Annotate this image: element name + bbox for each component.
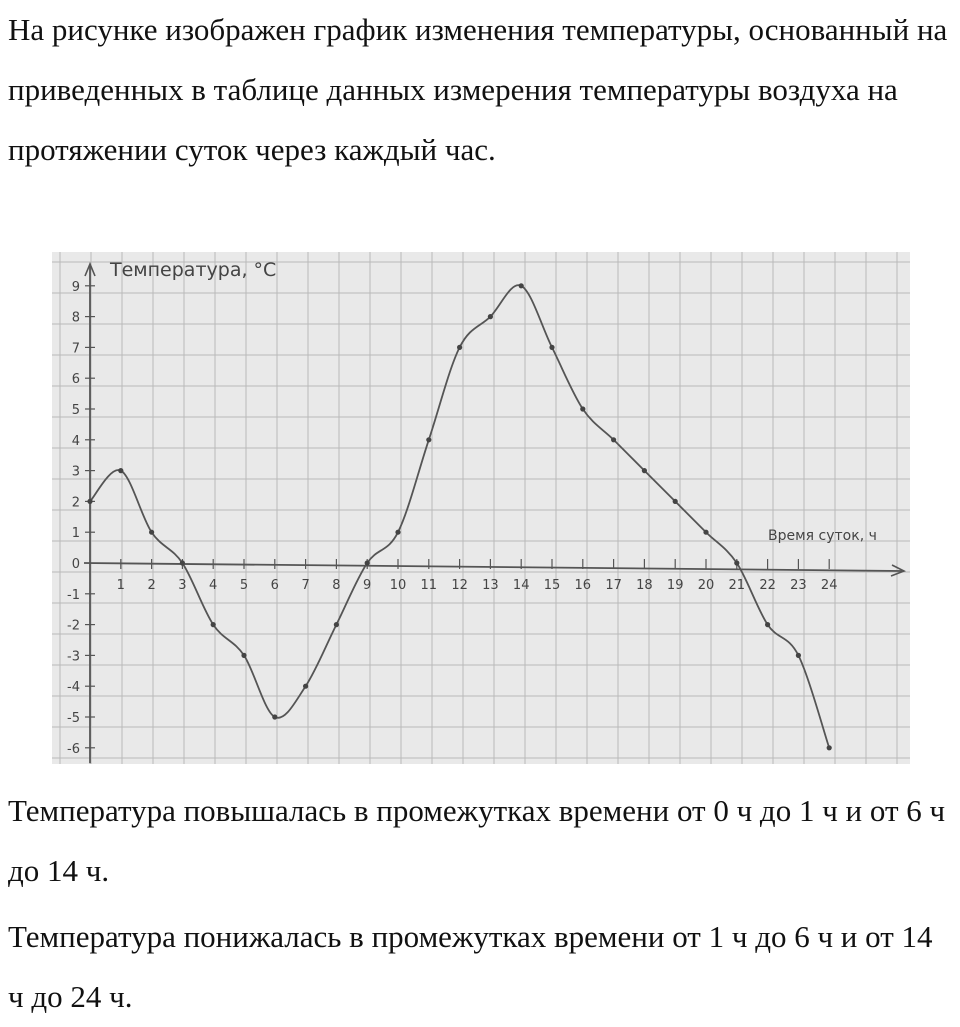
x-tick-label: 6: [270, 578, 279, 593]
x-tick-label: 14: [512, 578, 530, 593]
data-point: [149, 530, 154, 535]
y-axis-label: Температура, °C: [110, 259, 277, 281]
data-point: [734, 560, 739, 565]
y-tick-label: 0: [71, 557, 80, 572]
x-tick-label: 11: [420, 578, 438, 593]
data-point: [334, 622, 339, 627]
x-tick-label: 15: [543, 578, 561, 593]
x-tick-label: 7: [301, 578, 310, 593]
x-tick-label: 4: [209, 578, 218, 593]
y-tick-label: 9: [71, 279, 80, 295]
data-point: [827, 745, 832, 750]
data-point: [457, 345, 462, 350]
x-tick-label: 19: [666, 578, 684, 593]
data-point: [519, 283, 524, 288]
y-tick-label: 1: [71, 526, 80, 542]
x-tick-label: 5: [239, 578, 249, 593]
y-tick-label: -6: [67, 741, 80, 757]
x-tick-label: 17: [605, 578, 622, 593]
data-point: [642, 468, 647, 473]
x-tick-label: 3: [178, 578, 187, 593]
data-point: [611, 437, 616, 442]
y-tick-label: -3: [67, 649, 80, 665]
x-tick-label: 10: [389, 578, 407, 593]
data-point: [180, 560, 185, 565]
conclusion-fall-paragraph: Температура понижалась в промежутках времени от 1 ч до 6 ч и от 14 ч до 24 ч.: [8, 919, 933, 1014]
y-tick-label: 2: [71, 495, 80, 511]
y-tick-label: 4: [71, 433, 80, 449]
data-point: [241, 653, 246, 658]
y-tick-label: 5: [71, 403, 80, 418]
y-tick-label: 3: [71, 464, 80, 480]
data-point: [395, 530, 400, 535]
x-tick-label: 18: [636, 578, 653, 593]
y-tick-label: -2: [67, 618, 80, 634]
data-point: [426, 437, 431, 442]
data-point: [703, 530, 708, 535]
x-axis-label: Время суток, ч: [768, 528, 877, 544]
y-tick-label: 6: [71, 372, 80, 388]
y-tick-label: -4: [67, 680, 80, 696]
data-point: [765, 622, 770, 627]
data-point: [365, 560, 370, 565]
conclusion-rise-paragraph: Температура повышалась в промежутках времени от 0 ч до 1 ч и от 6 ч до 14 ч.: [8, 793, 946, 888]
x-tick-label: 23: [790, 578, 807, 593]
data-point: [488, 314, 493, 319]
x-tick-label: 12: [451, 578, 468, 593]
data-point: [673, 499, 678, 504]
data-point: [87, 499, 92, 504]
intro-paragraph: На рисунке изображен график изменения температуры, основанный на приведенных в таблице данных измерения температуры воздуха на протяжении суток через каждый час.: [8, 12, 948, 167]
x-tick-label: 20: [697, 578, 715, 593]
data-point: [303, 684, 308, 689]
chart-grid: [52, 252, 910, 764]
x-tick-label: 22: [759, 578, 776, 593]
x-tick-label: 21: [728, 578, 746, 593]
temperature-chart: [52, 252, 910, 764]
temperature-graph-photo: [52, 252, 910, 764]
data-points: [87, 283, 831, 750]
data-point: [796, 653, 801, 658]
x-tick-label: 13: [482, 578, 499, 593]
data-point: [549, 345, 554, 350]
data-point: [211, 622, 216, 627]
data-point: [580, 406, 585, 411]
x-tick-label: 24: [820, 578, 838, 593]
x-tick-label: 1: [116, 578, 125, 593]
x-tick-label: 16: [574, 578, 592, 593]
data-point: [118, 468, 123, 473]
y-tick-label: 8: [71, 310, 80, 326]
y-tick-label: 7: [71, 341, 80, 357]
data-point: [272, 714, 277, 719]
y-tick-label: -1: [67, 587, 80, 603]
y-tick-label: -5: [67, 711, 80, 726]
x-tick-label: 8: [332, 578, 341, 593]
x-tick-label: 9: [363, 578, 372, 593]
x-tick-label: 2: [147, 578, 156, 593]
